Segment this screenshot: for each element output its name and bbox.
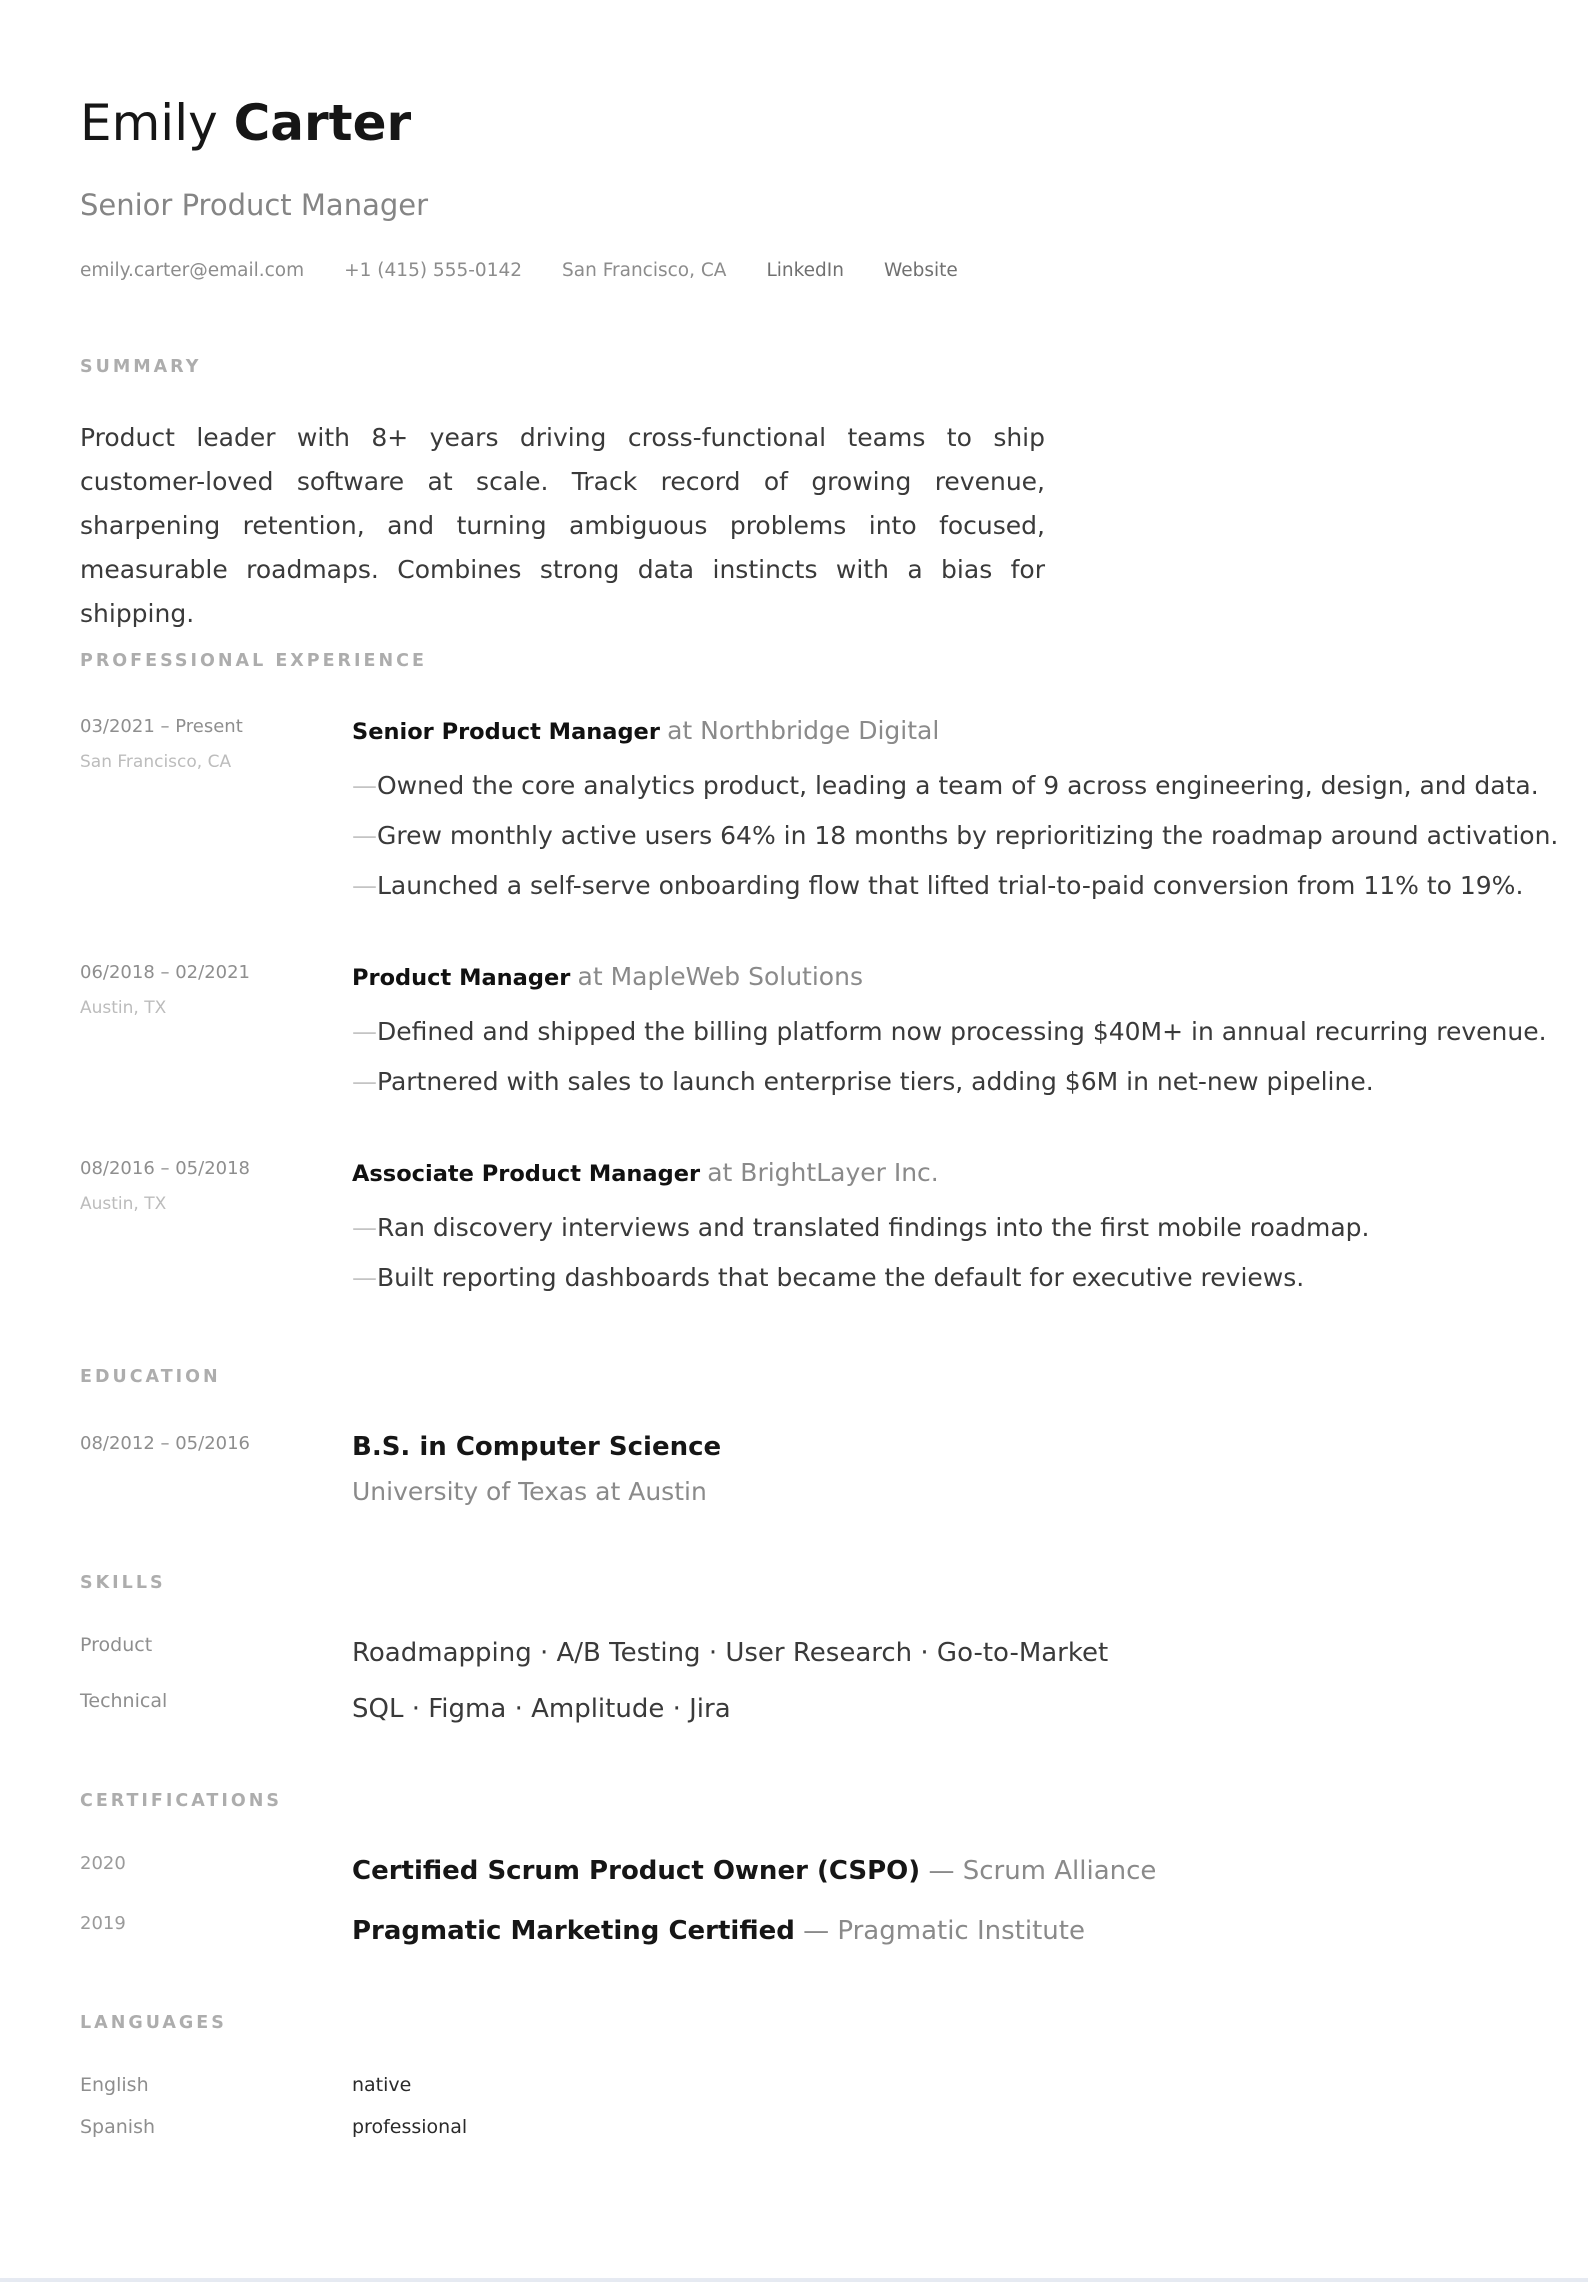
bullet-text: Ran discovery interviews and translated findings into the first mobile roadmap. <box>377 1213 1370 1242</box>
bullet-dash: — <box>352 1017 377 1046</box>
job-dates: 06/2018 – 02/2021 <box>80 962 250 983</box>
certification-name: Pragmatic Marketing Certified <box>352 1916 795 1946</box>
last-name: Carter <box>233 94 412 152</box>
education-school: University of Texas at Austin <box>352 1477 707 1506</box>
education-degree: B.S. in Computer Science <box>352 1432 722 1462</box>
bullet-text: Owned the core analytics product, leading a team of 9 across engineering, design, and data. <box>377 771 1539 800</box>
linkedin-link[interactable]: LinkedIn <box>766 260 844 281</box>
job-dates: 03/2021 – Present <box>80 716 243 737</box>
language-name: Spanish <box>80 2116 156 2138</box>
job-bullet <box>352 869 1523 903</box>
section-heading-certifications: CERTIFICATIONS <box>80 1791 283 1811</box>
bullet-text: Launched a self-serve onboarding flow that lifted trial-to-paid conversion from 11% to 19%. <box>377 871 1524 900</box>
certification-issuer: — Scrum Alliance <box>928 1856 1157 1886</box>
certification-name: Certified Scrum Product Owner (CSPO) <box>352 1856 921 1886</box>
job-heading <box>352 962 863 993</box>
certification-issuer: — Pragmatic Institute <box>803 1916 1085 1946</box>
candidate-name <box>80 92 411 154</box>
job-title: Product Manager <box>352 965 571 991</box>
skill-value: SQL · Figma · Amplitude · Jira <box>352 1694 731 1724</box>
language-name: English <box>80 2074 149 2096</box>
skill-label: Product <box>80 1634 153 1656</box>
language-level: native <box>352 2074 412 2096</box>
bullet-dash: — <box>352 771 377 800</box>
bullet-text: Partnered with sales to launch enterprise tiers, adding $6M in net-new pipeline. <box>377 1067 1374 1096</box>
summary-text: Product leader with 8+ years driving cross-functional teams to ship customer-loved software at scale. Track record of growing revenue, sharpening retention, and turning ambiguous problems into focused, measurable roadmaps. Combines strong data instincts with a bias for shipping. <box>80 423 1045 628</box>
job-heading <box>352 1158 939 1189</box>
contact-phone[interactable]: +1 (415) 555-0142 <box>344 260 523 281</box>
section-heading-experience: PROFESSIONAL EXPERIENCE <box>80 651 427 671</box>
bullet-dash: — <box>352 1263 377 1292</box>
section-heading-summary: SUMMARY <box>80 357 202 377</box>
contact-bar <box>80 259 998 283</box>
certification-year: 2019 <box>80 1913 126 1934</box>
language-level: professional <box>352 2116 468 2138</box>
education-dates: 08/2012 – 05/2016 <box>80 1433 250 1454</box>
job-heading <box>352 716 939 747</box>
bullet-dash: — <box>352 821 377 850</box>
bullet-text: Built reporting dashboards that became the default for executive reviews. <box>377 1263 1305 1292</box>
certification-item <box>352 1854 1156 1888</box>
skill-value: Roadmapping · A/B Testing · User Research · Go-to-Market <box>352 1638 1109 1668</box>
candidate-title: Senior Product Manager <box>80 188 429 222</box>
job-bullet <box>352 1261 1304 1295</box>
page-bottom-divider <box>0 2278 1588 2282</box>
job-title: Associate Product Manager <box>352 1161 701 1187</box>
job-company: at BrightLayer Inc. <box>707 1158 939 1187</box>
job-bullet <box>352 1211 1369 1245</box>
section-heading-skills: SKILLS <box>80 1573 166 1593</box>
job-dates: 08/2016 – 05/2018 <box>80 1158 250 1179</box>
job-bullet <box>352 1065 1374 1099</box>
job-bullet <box>352 1015 1547 1049</box>
bullet-text: Grew monthly active users 64% in 18 months by reprioritizing the roadmap around activation. <box>377 821 1559 850</box>
bullet-dash: — <box>352 1067 377 1096</box>
contact-location: San Francisco, CA <box>562 260 727 281</box>
bullet-dash: — <box>352 871 377 900</box>
first-name: Emily <box>80 94 218 152</box>
bullet-text: Defined and shipped the billing platform now processing $40M+ in annual recurring revenue. <box>377 1017 1547 1046</box>
contact-email[interactable]: emily.carter@email.com <box>80 260 305 281</box>
skill-label: Technical <box>80 1690 168 1712</box>
section-heading-languages: LANGUAGES <box>80 2013 227 2033</box>
bullet-dash: — <box>352 1213 377 1242</box>
certification-item <box>352 1914 1085 1948</box>
job-location: Austin, TX <box>80 1194 167 1214</box>
job-company: at MapleWeb Solutions <box>577 962 863 991</box>
job-location: San Francisco, CA <box>80 752 232 772</box>
job-title: Senior Product Manager <box>352 719 660 745</box>
job-location: Austin, TX <box>80 998 167 1018</box>
job-bullet <box>352 769 1539 803</box>
job-company: at Northbridge Digital <box>667 716 940 745</box>
section-heading-education: EDUCATION <box>80 1367 221 1387</box>
job-bullet <box>352 819 1558 853</box>
website-link[interactable]: Website <box>884 260 958 281</box>
certification-year: 2020 <box>80 1853 126 1874</box>
